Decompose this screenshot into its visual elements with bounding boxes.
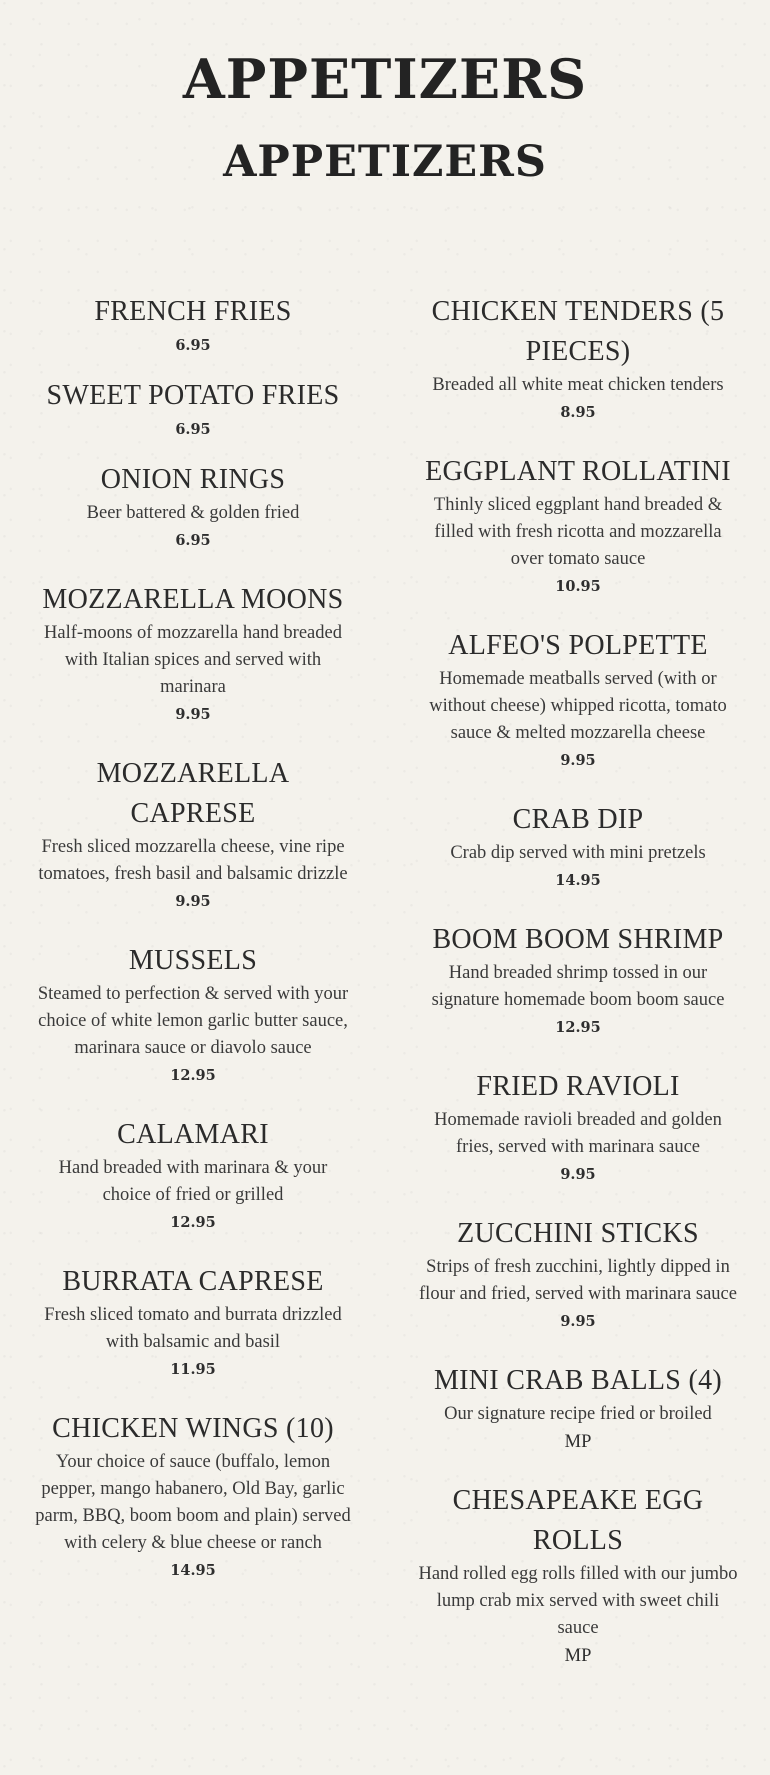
menu-item-name: ONION RINGS bbox=[100, 464, 286, 495]
menu-item-price: 9.95 bbox=[560, 1313, 596, 1330]
menu-item bbox=[418, 292, 738, 427]
menu-item-name: CHICKEN WINGS (10) bbox=[52, 1413, 334, 1444]
menu-item-name: MINI CRAB BALLS (4) bbox=[433, 1365, 723, 1396]
menu-item-price: 9.95 bbox=[560, 1166, 596, 1183]
menu-item-price: 12.95 bbox=[555, 1019, 601, 1036]
menu-item-price: 14.95 bbox=[170, 1562, 216, 1579]
menu-item-name: FRENCH FRIES bbox=[94, 296, 292, 327]
menu-item-name: EGGPLANT ROLLATINI bbox=[425, 456, 731, 487]
menu-column-right bbox=[418, 292, 738, 1670]
menu-item bbox=[34, 1409, 352, 1585]
page-subtitle: APPETIZERS bbox=[223, 137, 547, 187]
menu-column-left bbox=[34, 292, 352, 1585]
menu-item-description: Fresh sliced tomato and burrata drizzled with balsamic and basil bbox=[44, 1305, 342, 1352]
menu-item-name: MOZZARELLA MOONS bbox=[42, 584, 344, 615]
menu-item-price: 9.95 bbox=[175, 893, 211, 910]
menu-item-price: 9.95 bbox=[560, 752, 596, 769]
menu-item-price: 8.95 bbox=[560, 404, 596, 421]
menu-item-price: MP bbox=[564, 1646, 592, 1666]
menu-item bbox=[34, 1262, 352, 1384]
menu-item-description: Fresh sliced mozzarella cheese, vine ripe tomatoes, fresh basil and balsamic drizzle bbox=[38, 837, 348, 884]
menu-item-description: Homemade ravioli breaded and golden fries, served with marinara sauce bbox=[434, 1110, 722, 1157]
menu-item-name: CRAB DIP bbox=[512, 804, 644, 835]
menu-item-description: Half-moons of mozzarella hand breaded with Italian spices and served with marinara bbox=[44, 623, 342, 697]
menu-item-description: Strips of fresh zucchini, lightly dipped in flour and fried, served with marinara sauce bbox=[419, 1257, 737, 1304]
menu-item bbox=[34, 292, 352, 360]
menu-item-price: 6.95 bbox=[175, 421, 211, 438]
menu-item-price: 11.95 bbox=[170, 1361, 216, 1378]
menu-item-description: Thinly sliced eggplant hand breaded & filled with fresh ricotta and mozzarella over tomato sauce bbox=[433, 495, 723, 569]
menu-item-price: 6.95 bbox=[175, 337, 211, 354]
menu-item bbox=[34, 376, 352, 444]
menu-item-description: Crab dip served with mini pretzels bbox=[450, 843, 706, 863]
menu-item-name: MOZZARELLA CAPRESE bbox=[96, 758, 290, 829]
menu-item-description: Beer battered & golden fried bbox=[86, 503, 300, 523]
menu-item bbox=[418, 1481, 738, 1670]
menu-item-description: Our signature recipe fried or broiled bbox=[444, 1404, 712, 1424]
menu-item bbox=[418, 1361, 738, 1456]
menu-item-price: 14.95 bbox=[555, 872, 601, 889]
menu-item-name: ZUCCHINI STICKS bbox=[457, 1218, 699, 1249]
menu-item bbox=[418, 1214, 738, 1336]
menu-item-price: 9.95 bbox=[175, 706, 211, 723]
menu-item-name: MUSSELS bbox=[128, 945, 258, 976]
menu-item bbox=[418, 1067, 738, 1189]
menu-item-name: BURRATA CAPRESE bbox=[62, 1266, 324, 1297]
menu-item bbox=[34, 941, 352, 1090]
menu-item-description: Hand breaded with marinara & your choice of fried or grilled bbox=[58, 1158, 328, 1205]
menu-item-description: Breaded all white meat chicken tenders bbox=[432, 375, 724, 395]
menu-item-price: 6.95 bbox=[175, 532, 211, 549]
menu-item-name: ALFEO'S POLPETTE bbox=[448, 630, 708, 661]
menu-item-name: BOOM BOOM SHRIMP bbox=[432, 924, 724, 955]
menu-item-name: SWEET POTATO FRIES bbox=[46, 380, 340, 411]
menu-item bbox=[34, 460, 352, 555]
menu-item-description: Hand breaded shrimp tossed in our signature homemade boom boom sauce bbox=[431, 963, 725, 1010]
menu-item-price: MP bbox=[564, 1432, 592, 1452]
menu-item bbox=[34, 580, 352, 729]
menu-item-name: FRIED RAVIOLI bbox=[476, 1071, 680, 1102]
menu-item-price: 10.95 bbox=[555, 578, 601, 595]
menu-item-description: Steamed to perfection & served with your choice of white lemon garlic butter sauce, marinara sauce or diavolo sauce bbox=[37, 984, 349, 1058]
menu-item-description: Your choice of sauce (buffalo, lemon pepper, mango habanero, Old Bay, garlic parm, BBQ, boom boom and plain) served with celery & blue cheese or ranch bbox=[35, 1452, 351, 1553]
menu-item bbox=[418, 452, 738, 601]
menu-item bbox=[418, 920, 738, 1042]
menu-item-description: Hand rolled egg rolls filled with our jumbo lump crab mix served with sweet chili sauce bbox=[418, 1564, 738, 1638]
menu-item bbox=[418, 800, 738, 895]
menu-item-name: CHESAPEAKE EGG ROLLS bbox=[452, 1485, 704, 1556]
menu-item bbox=[34, 1115, 352, 1237]
menu-item-name: CHICKEN TENDERS (5 PIECES) bbox=[431, 296, 725, 367]
menu-item-description: Homemade meatballs served (with or without cheese) whipped ricotta, tomato sauce & melted mozzarella cheese bbox=[429, 669, 727, 743]
menu-item-price: 12.95 bbox=[170, 1067, 216, 1084]
menu-item bbox=[34, 754, 352, 916]
menu-item bbox=[418, 626, 738, 775]
menu-item-price: 12.95 bbox=[170, 1214, 216, 1231]
page-title: APPETIZERS bbox=[182, 47, 588, 111]
menu-item-name: CALAMARI bbox=[117, 1119, 269, 1150]
